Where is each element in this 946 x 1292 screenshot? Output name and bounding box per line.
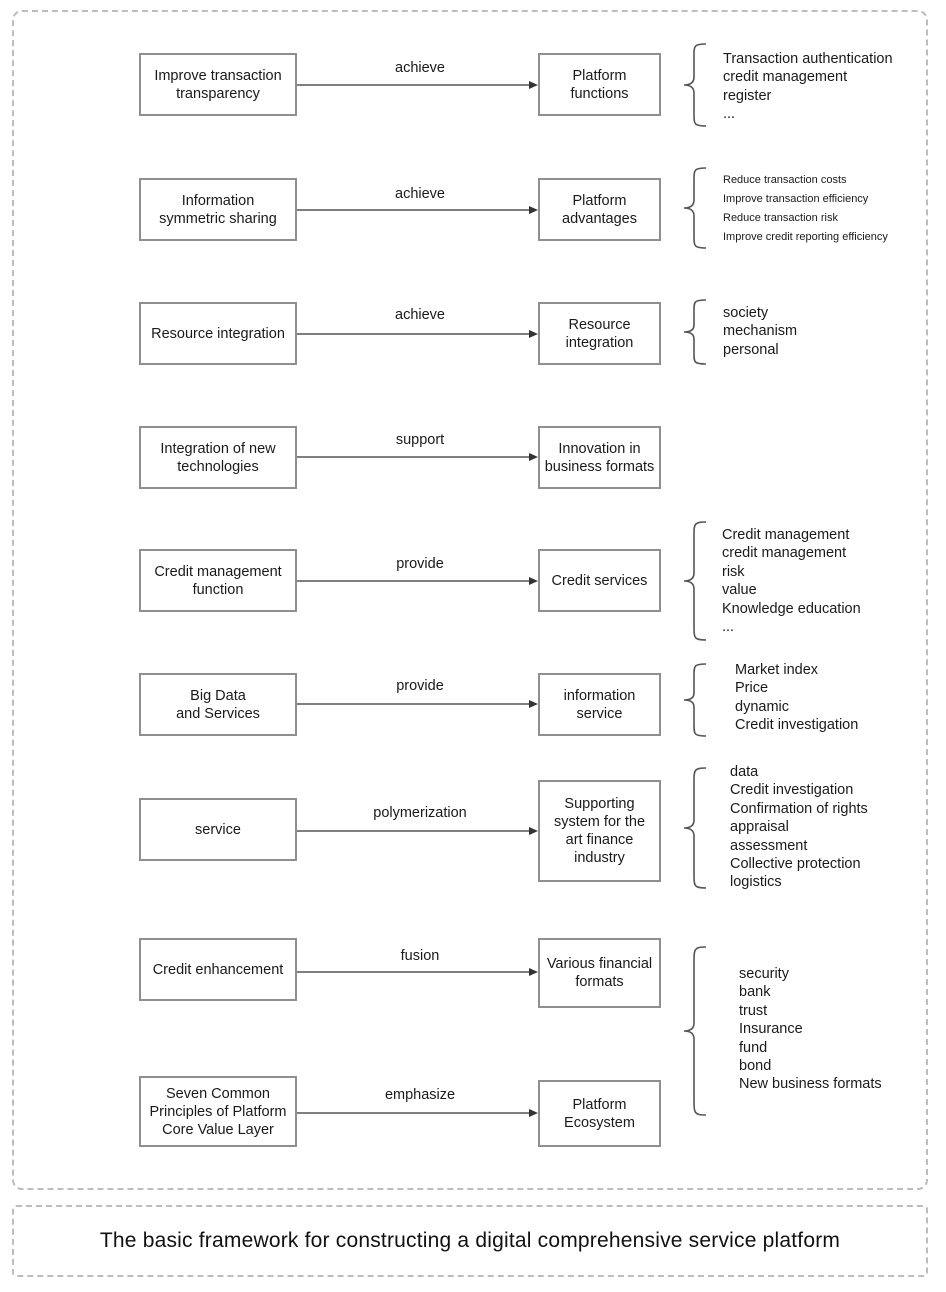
financial-formats-list — [739, 965, 882, 1094]
brace-icon — [682, 520, 708, 642]
list-item: fund — [739, 1039, 768, 1056]
list-item: Confirmation of rights — [730, 800, 868, 817]
list-item: Credit management — [722, 527, 850, 543]
relation-label: achieve — [395, 186, 445, 202]
list-item: Insurance — [739, 1021, 803, 1038]
brace-icon — [682, 42, 708, 128]
list-item: Collective protection — [730, 856, 861, 873]
relation-label: emphasize — [384, 1087, 456, 1103]
list-item: mechanism — [723, 323, 798, 340]
list-item: Improve transaction efficiency — [723, 193, 869, 205]
brace-icon — [682, 945, 708, 1117]
target-box-platform-ecosystem: Platform Ecosystem — [538, 1080, 661, 1147]
target-box-financial-formats: Various financial formats — [538, 938, 661, 1008]
list-item: Credit investigation — [730, 782, 854, 799]
relation-label: provide — [396, 678, 444, 694]
relation-label: support — [395, 432, 445, 448]
list-item: Reduce transaction risk — [723, 212, 838, 224]
information-service-list — [735, 661, 858, 735]
arrow — [297, 78, 538, 92]
arrow — [297, 450, 538, 464]
arrow — [297, 824, 538, 838]
source-box-credit-enhancement: Credit enhancement — [139, 938, 297, 1001]
brace-icon — [682, 662, 708, 738]
relation-label: fusion — [400, 948, 440, 964]
source-box-big-data: Big Data and Services — [139, 673, 297, 736]
list-item: register — [723, 87, 772, 104]
source-box-new-technologies: Integration of new technologies — [139, 426, 297, 489]
source-box-credit-management-function: Credit management function — [139, 549, 297, 612]
relation-label: achieve — [395, 60, 445, 76]
list-item: society — [723, 305, 769, 321]
credit-services-list — [722, 526, 861, 636]
source-box-seven-principles: Seven Common Principles of Platform Core Value Layer — [139, 1076, 297, 1147]
list-item: credit management — [722, 545, 847, 562]
list-item: assessment — [730, 837, 808, 854]
resource-integration-list — [723, 304, 797, 359]
list-item: trust — [739, 1002, 768, 1019]
arrow — [297, 965, 538, 979]
target-box-supporting-system: Supporting system for the art finance industry — [538, 780, 661, 882]
source-box-symmetric-sharing: Information symmetric sharing — [139, 178, 297, 241]
list-item: bank — [739, 984, 771, 1001]
source-box-resource-integration: Resource integration — [139, 302, 297, 365]
list-item: data — [730, 764, 759, 780]
target-box-credit-services: Credit services — [538, 549, 661, 612]
list-item: Reduce transaction costs — [723, 174, 847, 186]
list-item: bond — [739, 1058, 772, 1075]
relation-label: polymerization — [373, 805, 467, 821]
relation-label: achieve — [395, 307, 445, 323]
source-box-transparency: Improve transaction transparency — [139, 53, 297, 116]
platform-advantages-list — [723, 171, 888, 247]
supporting-system-list — [730, 763, 868, 892]
list-item: ... — [723, 106, 736, 123]
arrow — [297, 574, 538, 588]
source-box-service: service — [139, 798, 297, 861]
list-item: Improve credit reporting efficiency — [723, 231, 888, 243]
list-item: Market index — [735, 662, 819, 678]
list-item: personal — [723, 341, 779, 358]
relation-label: provide — [396, 556, 444, 572]
list-item: ... — [722, 619, 735, 636]
list-item: Knowledge education — [722, 600, 861, 617]
list-item: New business formats — [739, 1076, 882, 1093]
target-box-information-service: information service — [538, 673, 661, 736]
brace-icon — [682, 166, 708, 250]
list-item: Credit investigation — [735, 717, 859, 734]
list-item: value — [722, 582, 757, 599]
brace-icon — [682, 298, 708, 366]
list-item: security — [739, 966, 789, 982]
target-box-platform-advantages: Platform advantages — [538, 178, 661, 241]
list-item: logistics — [730, 874, 782, 891]
list-item: Transaction authentication — [723, 51, 893, 67]
arrow — [297, 1106, 538, 1120]
target-box-resource-integration: Resource integration — [538, 302, 661, 365]
list-item: dynamic — [735, 698, 789, 715]
arrow — [297, 203, 538, 217]
list-item: credit management — [723, 69, 848, 86]
target-box-platform-functions: Platform functions — [538, 53, 661, 116]
target-box-innovation-business-formats: Innovation in business formats — [538, 426, 661, 489]
list-item: appraisal — [730, 819, 789, 836]
list-item: Price — [735, 680, 769, 697]
arrow — [297, 697, 538, 711]
platform-functions-list — [723, 50, 893, 124]
figure-caption: The basic framework for constructing a digital comprehensive service platform — [99, 1229, 841, 1252]
arrow — [297, 327, 538, 341]
list-item: risk — [722, 563, 745, 580]
brace-icon — [682, 766, 708, 890]
